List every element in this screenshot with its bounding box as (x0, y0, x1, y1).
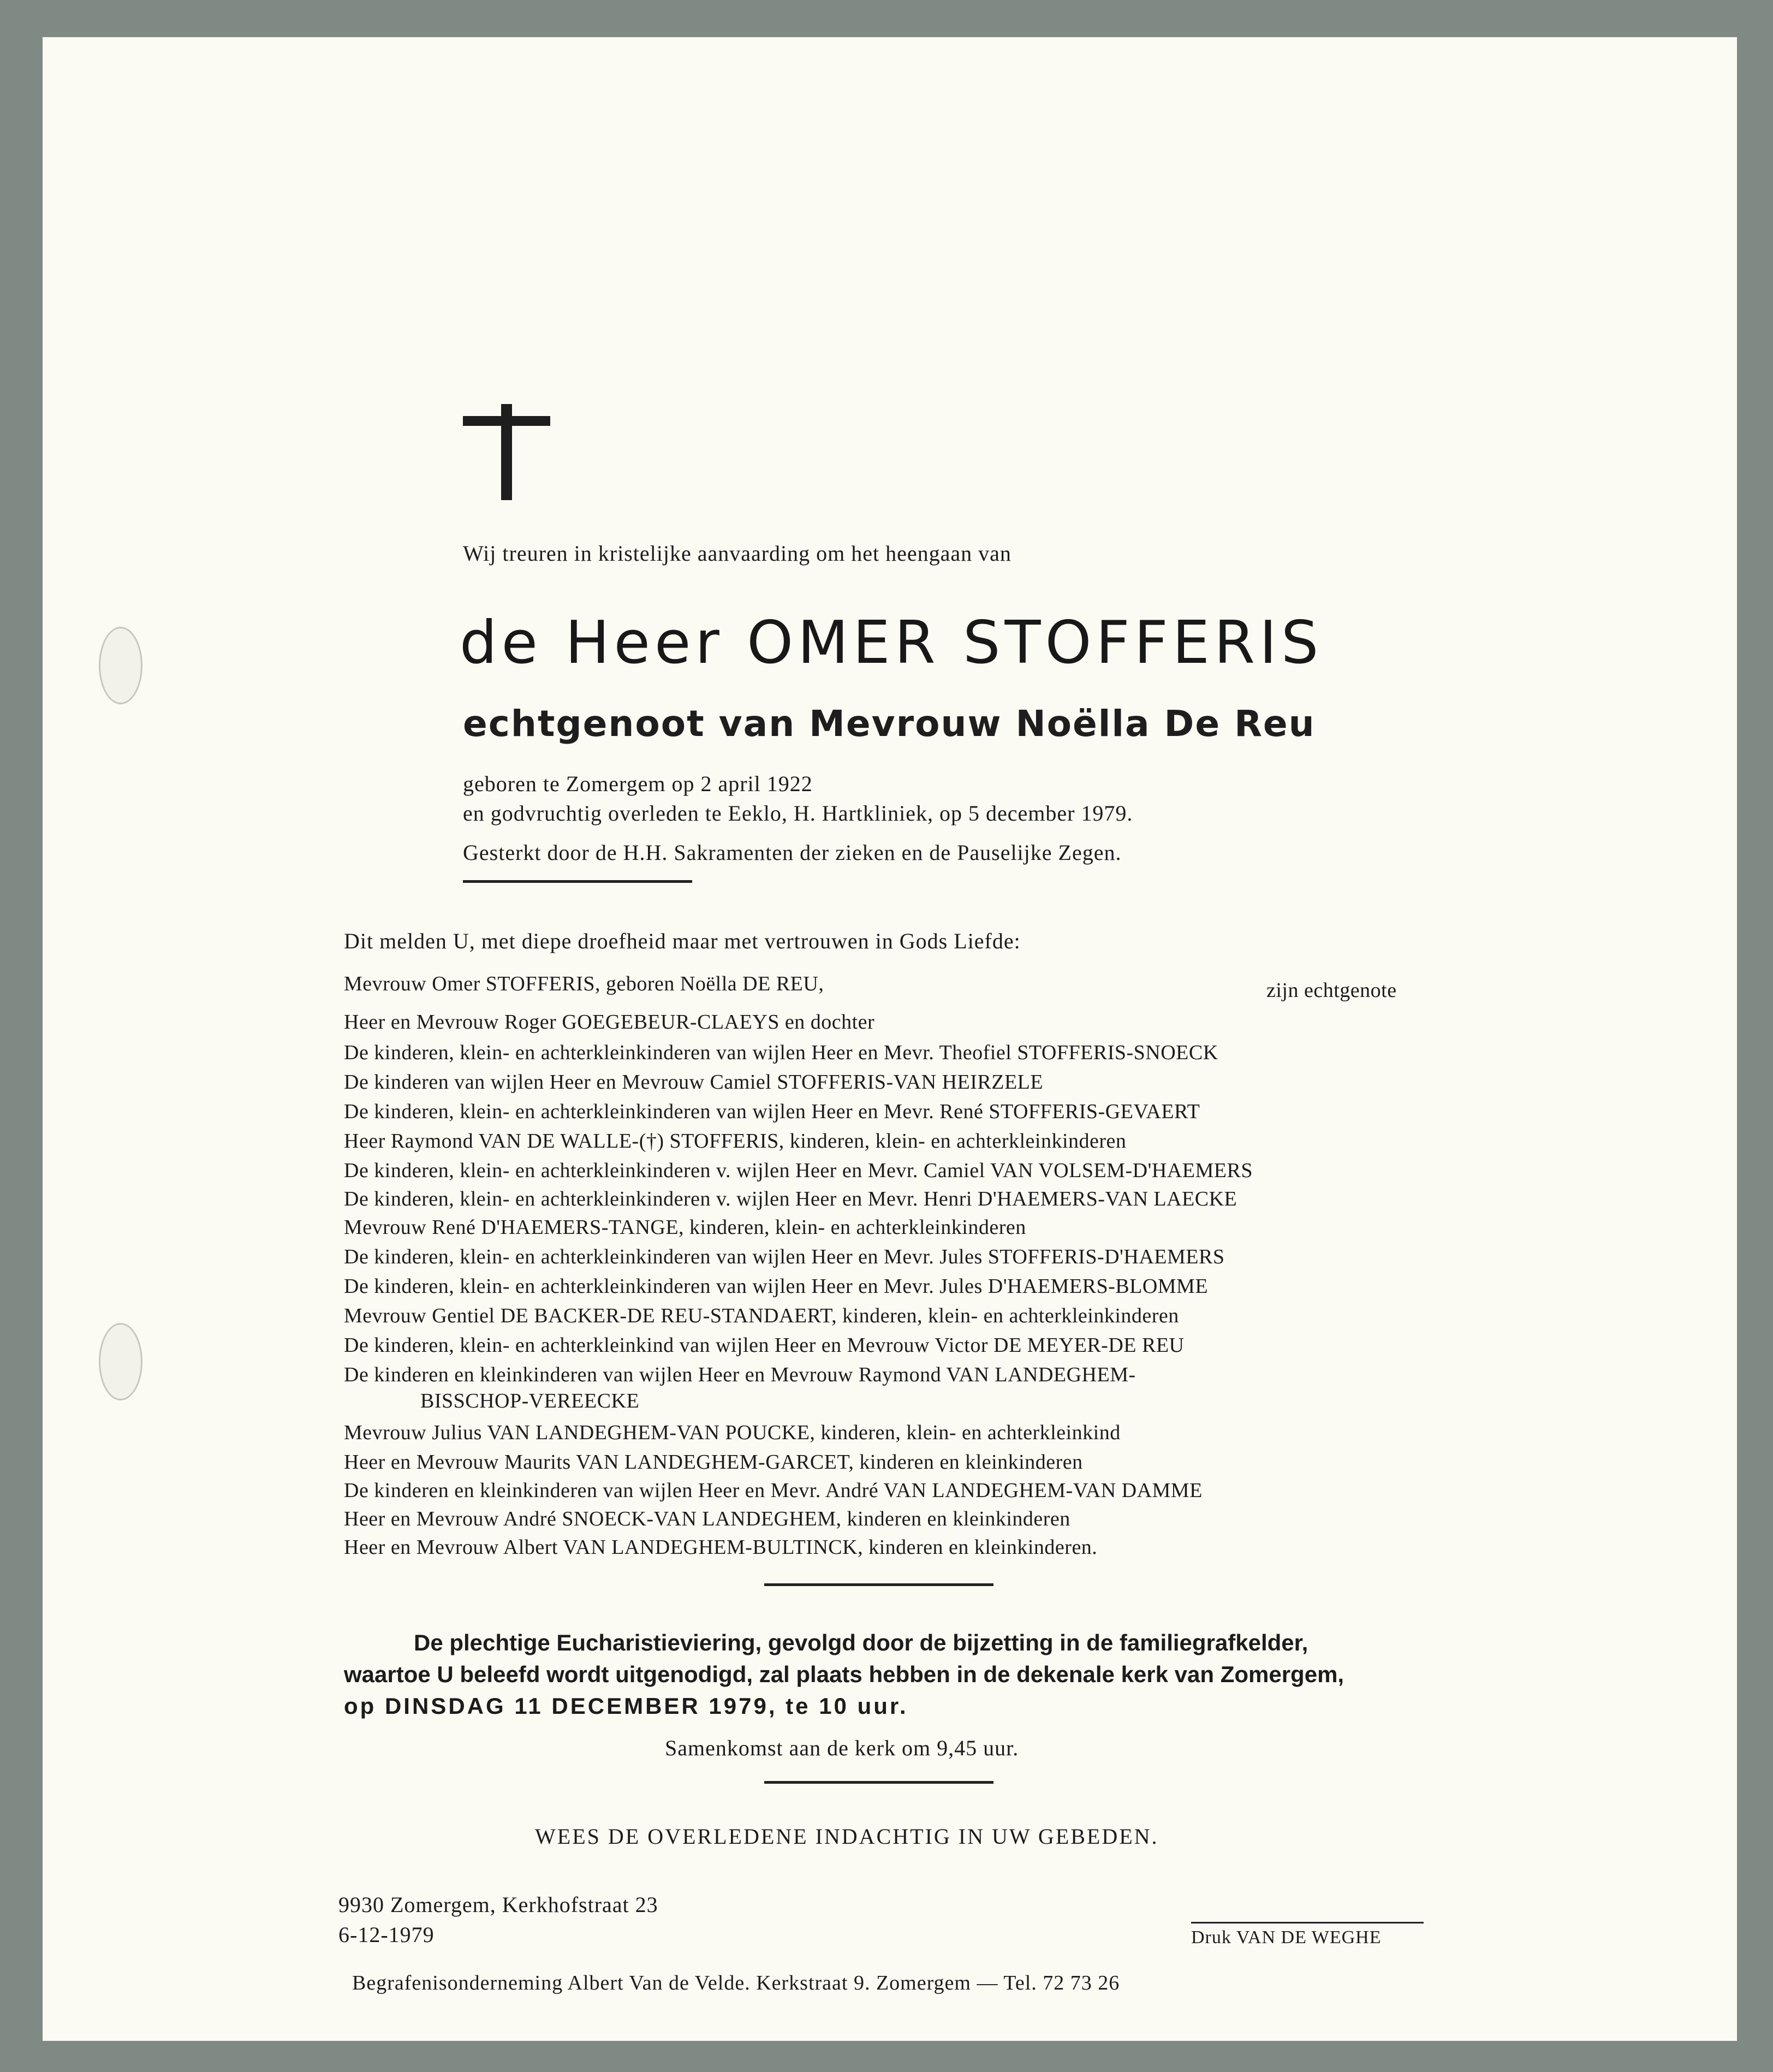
list-item: De kinderen van wijlen Heer en Mevrouw Camiel STOFFERIS-VAN HEIRZELE (344, 1071, 1044, 1094)
list-item: De kinderen, klein- en achterkleinkind van wijlen Heer en Mevrouw Victor DE MEYER-DE REU (344, 1334, 1185, 1357)
date: 6-12-1979 (338, 1922, 435, 1947)
list-item: Heer en Mevrouw André SNOECK-VAN LANDEGHEM, kinderen en kleinkinderen (344, 1507, 1070, 1530)
list-item: BISSCHOP-VEREECKE (420, 1390, 640, 1412)
ceremony-line-1: De plechtige Eucharistieviering, gevolgd door de bijzetting in de familiegrafkelder, (414, 1630, 1308, 1655)
prayer-line: WEES DE OVERLEDENE INDACHTIG IN UW GEBEDEN. (535, 1824, 1159, 1849)
divider (463, 880, 692, 883)
punch-hole-bottom (99, 1323, 142, 1400)
address: 9930 Zomergem, Kerkhofstraat 23 (338, 1892, 658, 1917)
list-item: Mevrouw René D'HAEMERS-TANGE, kinderen, klein- en achterkleinkinderen (344, 1216, 1026, 1239)
birth-line: geboren te Zomergem op 2 april 1922 (463, 771, 813, 796)
printer-rule (1191, 1922, 1424, 1923)
deceased-name: de Heer OMER STOFFERIS (460, 609, 1323, 677)
mourners-intro: Dit melden U, met diepe droefheid maar met vertrouwen in Gods Liefde: (344, 929, 1021, 953)
death-line: en godvruchtig overleden te Eeklo, H. Hartkliniek, op 5 december 1979. (463, 801, 1133, 826)
list-item: De kinderen, klein- en achterkleinkinderen van wijlen Heer en Mevr. Jules D'HAEMERS-BLOMME (344, 1275, 1209, 1298)
undertaker: Begrafenisonderneming Albert Van de Velde. Kerkstraat 9. Zomergem — Tel. 72 73 26 (352, 1972, 1120, 1994)
ceremony-line-3: op DINSDAG 11 DECEMBER 1979, te 10 uur. (344, 1693, 908, 1719)
divider (764, 1583, 993, 1586)
list-item: Heer en Mevrouw Albert VAN LANDEGHEM-BULTINCK, kinderen en kleinkinderen. (344, 1536, 1098, 1559)
list-item: Heer en Mevrouw Roger GOEGEBEUR-CLAEYS en dochter (344, 1011, 875, 1034)
list-item: De kinderen, klein- en achterkleinkinderen v. wijlen Heer en Mevr. Henri D'HAEMERS-VAN LAECKE (344, 1188, 1237, 1210)
intro-text: Wij treuren in kristelijke aanvaarding om het heengaan van (463, 541, 1012, 566)
list-item: De kinderen, klein- en achterkleinkinderen v. wijlen Heer en Mevr. Camiel VAN VOLSEM-D'HAEMERS (344, 1159, 1253, 1182)
list-item: Mevrouw Gentiel DE BACKER-DE REU-STANDAERT, kinderen, klein- en achterkleinkinderen (344, 1304, 1179, 1327)
punch-hole-top (99, 627, 142, 704)
list-item: De kinderen, klein- en achterkleinkinderen van wijlen Heer en Mevr. Theofiel STOFFERIS-SNOECK (344, 1041, 1218, 1064)
printer: Druk VAN DE WEGHE (1191, 1927, 1382, 1948)
list-item: De kinderen en kleinkinderen van wijlen Heer en Mevr. André VAN LANDEGHEM-VAN DAMME (344, 1479, 1203, 1502)
list-item: De kinderen, klein- en achterkleinkinderen van wijlen Heer en Mevr. René STOFFERIS-GEVAERT (344, 1100, 1200, 1123)
list-item: De kinderen, klein- en achterkleinkinderen van wijlen Heer en Mevr. Jules STOFFERIS-D'HAEMERS (344, 1245, 1225, 1268)
cross-icon-bar (463, 416, 550, 426)
gathering-time: Samenkomst aan de kerk om 9,45 uur. (665, 1736, 1019, 1760)
widow-line: Mevrouw Omer STOFFERIS, geboren Noëlla DE REU, (344, 972, 824, 995)
list-item: De kinderen en kleinkinderen van wijlen Heer en Mevrouw Raymond VAN LANDEGHEM- (344, 1363, 1136, 1386)
sacraments-line: Gesterkt door de H.H. Sakramenten der zieken en de Pauselijke Zegen. (463, 840, 1122, 865)
spouse-line: echtgenoot van Mevrouw Noëlla De Reu (463, 703, 1316, 745)
widow-role: zijn echtgenote (1266, 979, 1397, 1002)
list-item: Heer Raymond VAN DE WALLE-(†) STOFFERIS, kinderen, klein- en achterkleinkinderen (344, 1130, 1127, 1153)
list-item: Mevrouw Julius VAN LANDEGHEM-VAN POUCKE, kinderen, klein- en achterkleinkind (344, 1421, 1121, 1444)
divider (764, 1781, 993, 1784)
ceremony-line-2: waartoe U beleefd wordt uitgenodigd, zal plaats hebben in de dekenale kerk van Zomergem, (344, 1661, 1344, 1687)
list-item: Heer en Mevrouw Maurits VAN LANDEGHEM-GARCET, kinderen en kleinkinderen (344, 1451, 1083, 1474)
